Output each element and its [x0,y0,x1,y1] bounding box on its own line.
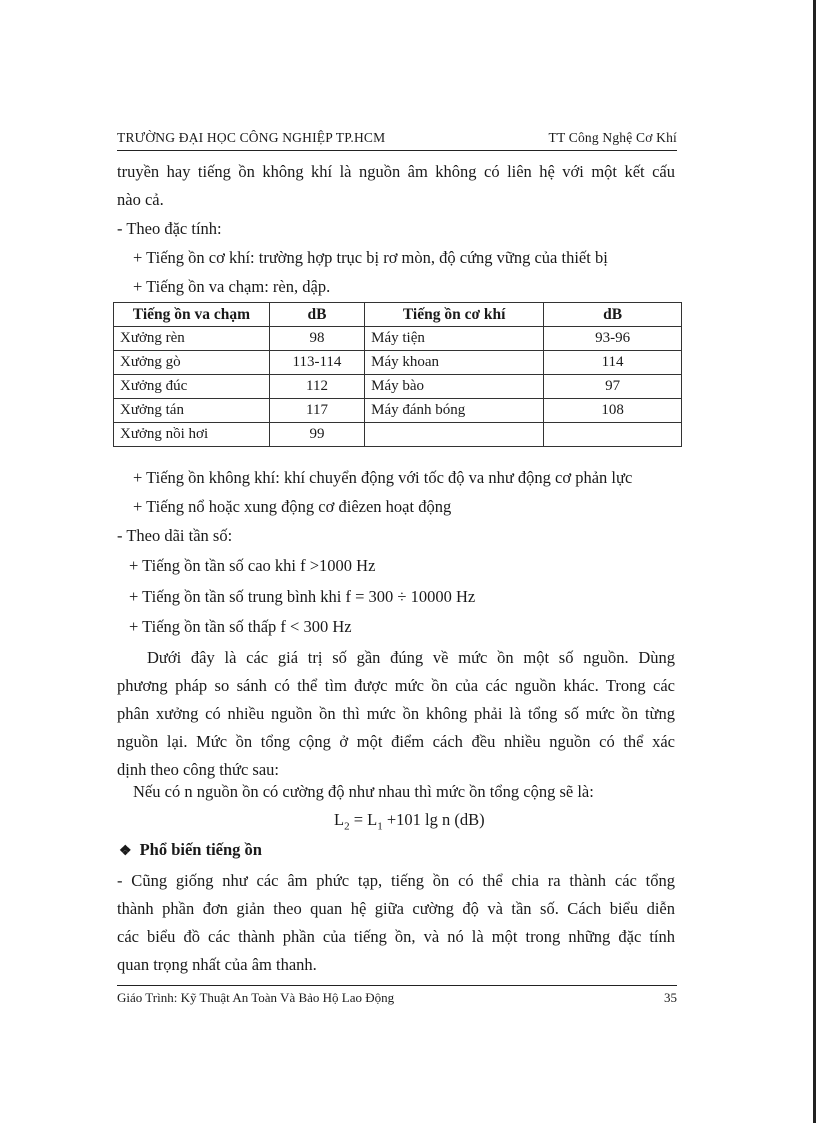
table-cell: 114 [544,351,682,375]
bullet-item: + Tiếng ồn tần số trung bình khi f = 300 ÷ 10000 Hz [129,587,476,606]
formula-sub: 2 [344,820,350,833]
table-cell: 113-114 [269,351,364,375]
table-row [114,423,682,447]
table-cell: 93-96 [544,327,682,351]
bullet-item: + Tiếng nổ hoặc xung động cơ điêzen hoạt động [133,497,452,516]
table-cell [544,423,682,447]
paragraph-line: phân xưởng có nhiều nguồn ồn thì mức ồn không phải là tổng số mức ồn từng [117,704,675,723]
paragraph-line: quan trọng nhất của âm thanh. [117,955,317,974]
diamond-bullet-icon: ❖ [119,844,132,859]
table-cell: Máy tiện [365,327,544,351]
paragraph-line: thành phần đơn giản theo quan hệ giữa cường độ và tần số. Cách biểu diễn [117,899,675,918]
formula-eq: = L [349,810,378,829]
paragraph-line: - Cũng giống như các âm phức tạp, tiếng ồn có thể chia ra thành các tổng [117,871,675,890]
bullet-item: + Tiếng ồn tần số cao khi f >1000 Hz [129,556,376,575]
formula [334,810,485,832]
table-cell: Xưởng tán [114,399,270,423]
header-school: TRƯỜNG ĐẠI HỌC CÔNG NGHIỆP TP.HCM [117,130,386,145]
page-number: 35 [664,990,677,1005]
heading-text: Phổ biến tiếng ồn [139,840,262,859]
paragraph-line: Dưới đây là các giá trị số gần đúng về mức ồn một số nguồn. Dùng [147,648,675,667]
paragraph-line: Nếu có n nguồn ồn có cường độ như nhau thì mức ồn tổng cộng sẽ là: [133,782,594,801]
footer-rule [117,985,677,986]
formula-sub: 1 [377,820,383,833]
table-cell: Máy khoan [365,351,544,375]
paragraph-line: nào cả. [117,190,164,209]
formula-l: L [334,810,345,829]
paragraph-line: phương pháp so sánh có thể tìm được mức ồn của các nguồn khác. Trong các [117,676,675,695]
table-cell: Xưởng gò [114,351,270,375]
table-header-cell: Tiếng ồn va chạm [114,303,270,327]
bullet-item: + Tiếng ồn không khí: khí chuyển động với tốc độ va như động cơ phản lực [133,468,633,487]
table-cell: Máy đánh bóng [365,399,544,423]
table-cell: 117 [269,399,364,423]
table-cell: 108 [544,399,682,423]
table-header-cell: dB [269,303,364,327]
bullet-item: + Tiếng ồn tần số thấp f < 300 Hz [129,617,352,636]
table-cell: 112 [269,375,364,399]
section-label: - Theo dãi tần số: [117,526,233,545]
table-row [114,399,682,423]
footer-title: Giáo Trình: Kỹ Thuật An Toàn Và Bảo Hộ Lao Động [117,990,395,1005]
paragraph-line: dịnh theo công thức sau: [117,760,279,779]
noise-level-table [113,302,682,447]
table-header-cell: dB [544,303,682,327]
table-row [114,375,682,399]
header-center: TT Công Nghệ Cơ Khí [548,130,677,145]
table-cell: Máy bào [365,375,544,399]
formula-rest: +101 lg n (dB) [382,810,485,829]
section-heading [119,840,262,860]
table-header-row [114,303,682,327]
paragraph-line: nguồn lại. Mức ồn tổng cộng ở một điểm cách đều nhiều nguồn có thể xác [117,732,675,751]
table-cell: 99 [269,423,364,447]
table-cell: Xưởng đúc [114,375,270,399]
table-cell: 98 [269,327,364,351]
table-cell: Xưởng rèn [114,327,270,351]
table-row [114,351,682,375]
table-cell: Xưởng nồi hơi [114,423,270,447]
bullet-item: + Tiếng ồn cơ khí: trường hợp trục bị rơ mòn, độ cứng vững của thiết bị [133,248,608,267]
section-label: - Theo đặc tính: [117,219,222,238]
table-cell [365,423,544,447]
paragraph-line: các biểu đồ các thành phần của tiếng ồn, và nó là một trong những đặc tính [117,927,675,946]
bullet-item: + Tiếng ồn va chạm: rèn, dập. [133,277,331,296]
paragraph-line: truyền hay tiếng ồn không khí là nguồn âm không có liên hệ với một kết cấu [117,162,675,181]
table-cell: 97 [544,375,682,399]
table-header-cell: Tiếng ồn cơ khí [365,303,544,327]
header-rule [117,150,677,151]
table-row [114,327,682,351]
